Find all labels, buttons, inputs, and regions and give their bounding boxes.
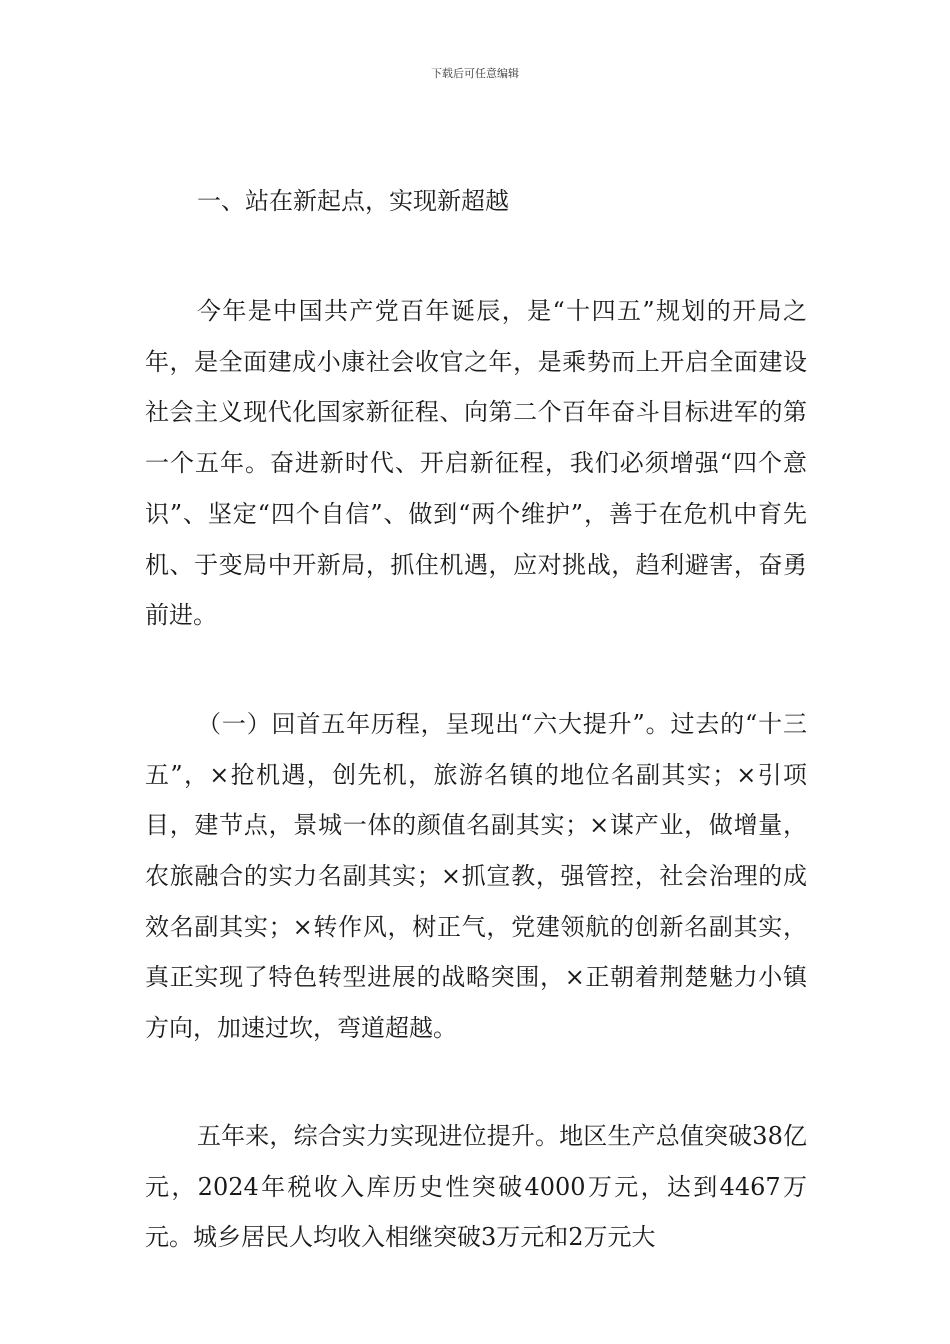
document-body [145,177,807,1263]
paragraph-review: （一）回首五年历程，呈现出“六大提升”。过去的“十三五”，×抢机遇，创先机，旅游名镇的地位名副其实；×引项目，建节点，景城一体的颜值名副其实；×谋产业，做增量，农旅融合的实力名副其实；×抓宣教，强管控，社会治理的成效名副其实；×转作风，树正气，党建领航的创新名副其实，真正实现了特色转型进展的战略突围，×正朝着荆楚魅力小镇方向，加速过坎，弯道超越。 [145,709,807,1043]
section-heading: 一、站在新起点，实现新超越 [197,187,509,215]
paragraph-achievements: 五年来，综合实力实现进位提升。地区生产总值突破38亿元，2024年税收入库历史性突破4000万元，达到4467万元。城乡居民人均收入相继突破3万元和2万元大 [145,1121,807,1252]
paragraph-intro: 今年是中国共产党百年诞辰，是“十四五”规划的开局之年，是全面建成小康社会收官之年，是乘势而上开启全面建设社会主义现代化国家新征程、向第二个百年奋斗目标进军的第一个五年。奋进新时代、开启新征程，我们必须增强“四个意识”、坚定“四个自信”、做到“两个维护”，善于在危机中育先机、于变局中开新局，抓住机遇，应对挑战，趋利避害，奋勇前进。 [145,297,807,630]
header-note: 下载后可任意编辑 [431,67,519,80]
